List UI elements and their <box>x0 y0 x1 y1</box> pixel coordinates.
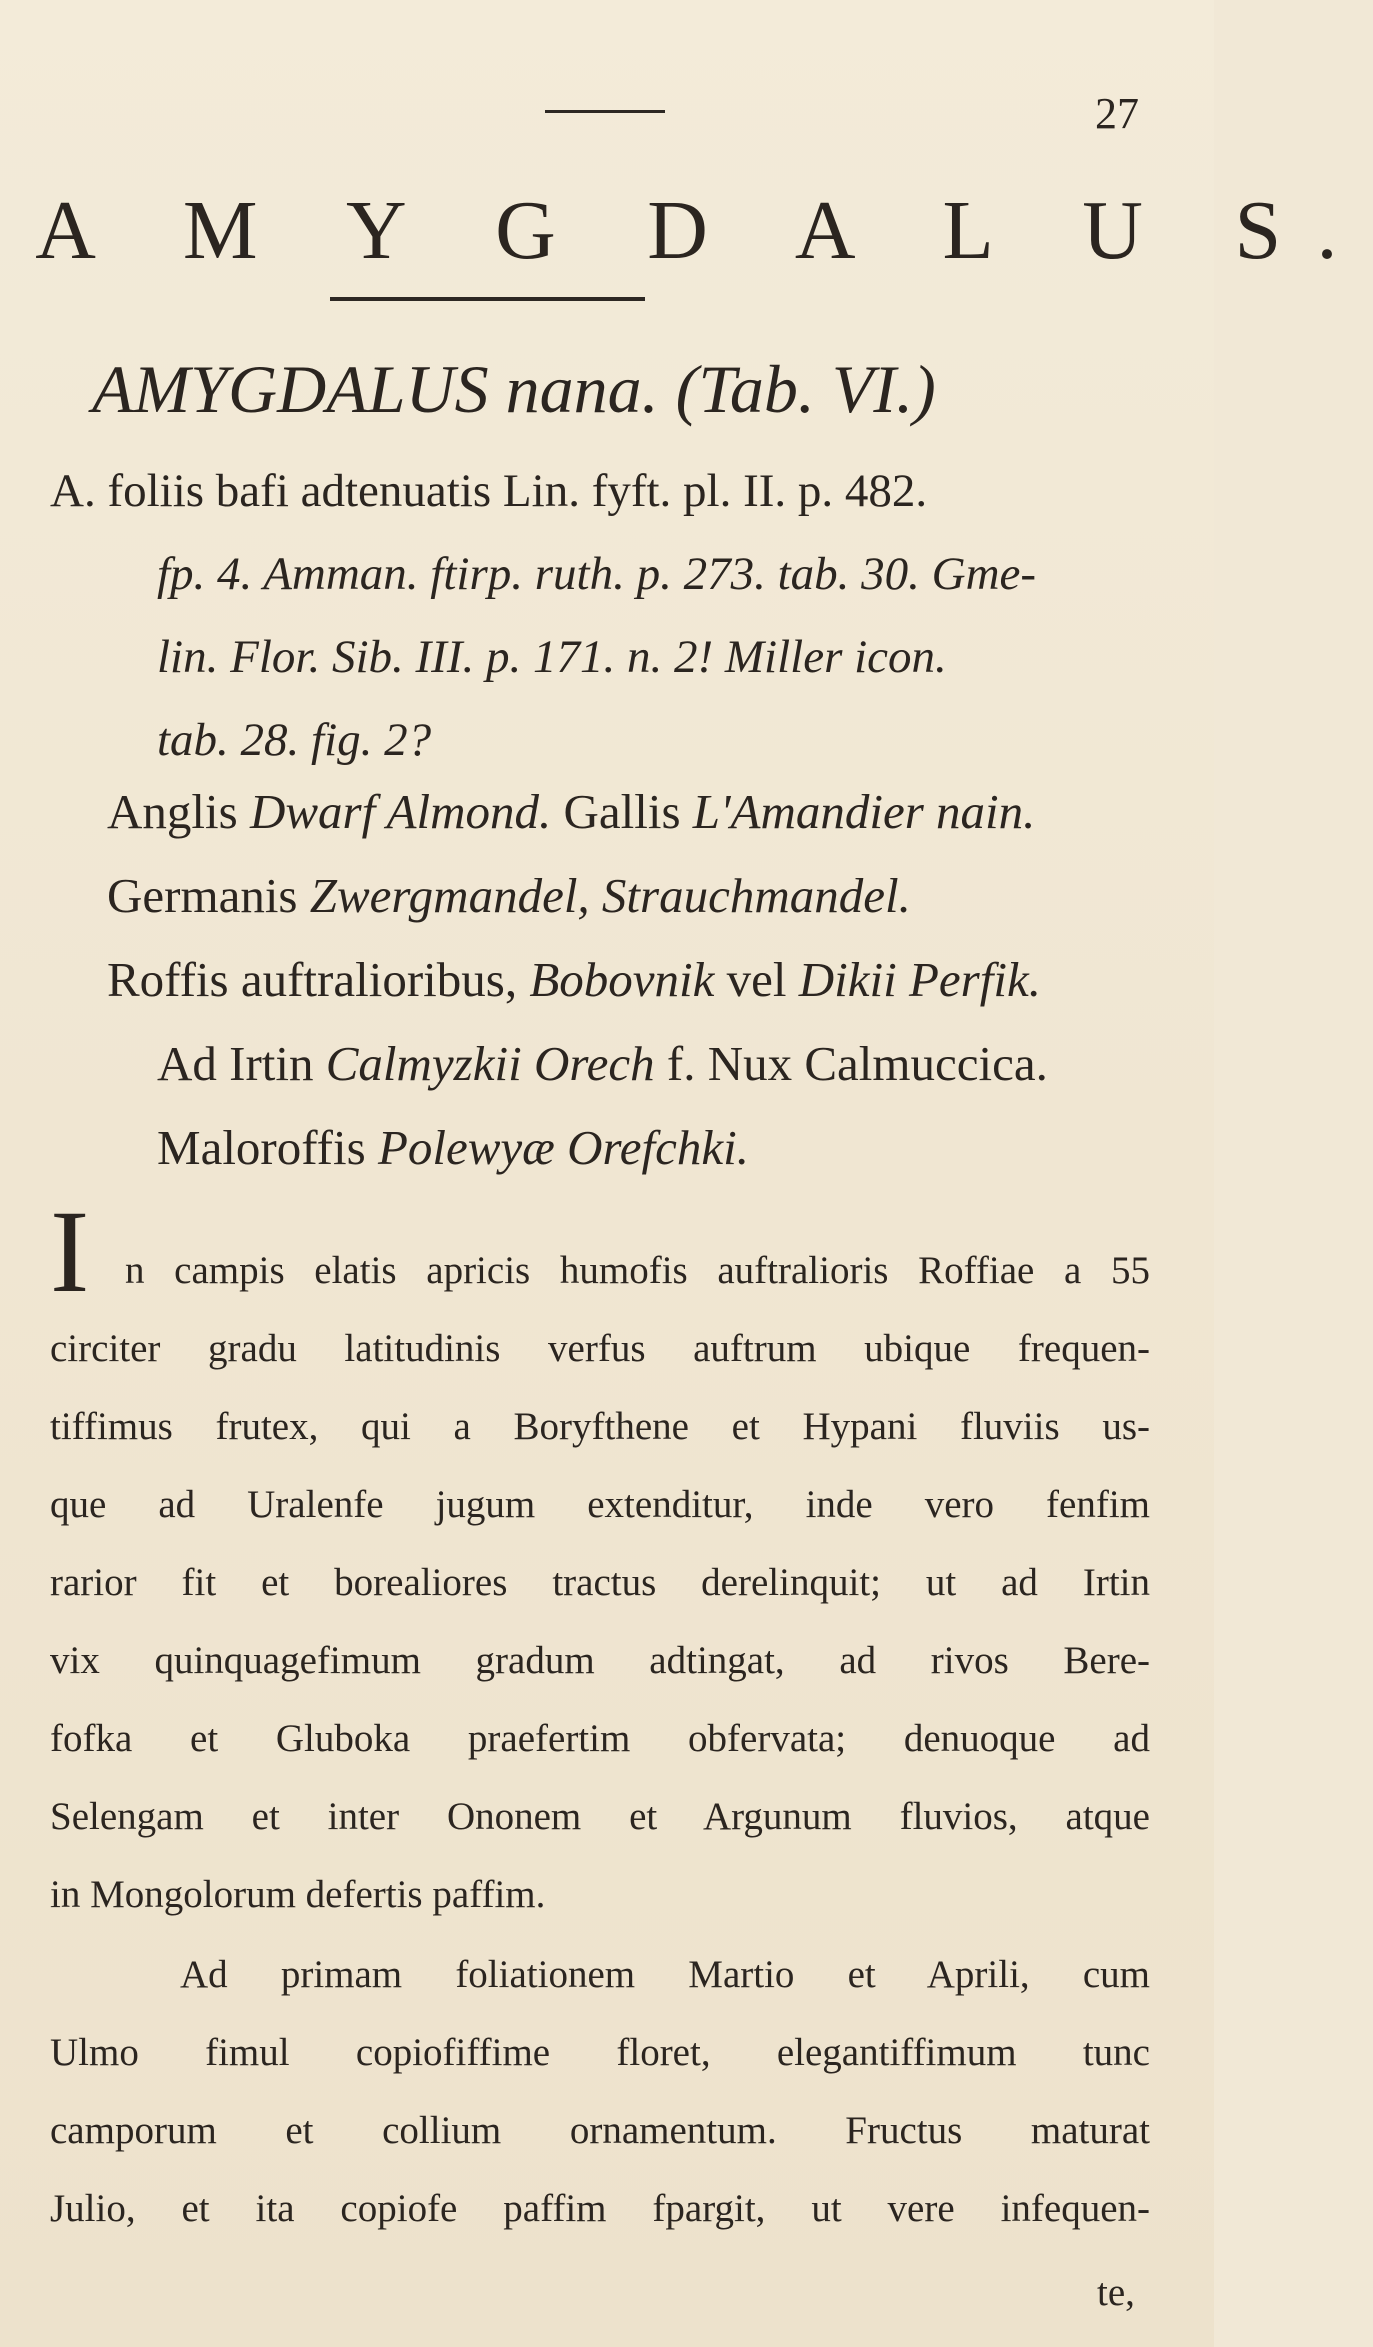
synonymy-line: fp. 4. Amman. ftirp. ruth. p. 273. tab. 30. Gme- <box>157 548 1037 600</box>
text-line: Ulmo fimul copiofiffime floret, elegantiffimum tunc <box>50 2031 1150 2074</box>
text-line: tiffimus frutex, qui a Boryfthene et Hypani fluviis us- <box>50 1405 1150 1448</box>
vernacular-line <box>157 1106 749 1190</box>
text-line: circiter gradu latitudinis verfus auftrum ubique frequen- <box>50 1327 1150 1370</box>
name-italic: Polewyæ Orefchki. <box>377 1120 749 1175</box>
name-italic: Zwergmandel, Strauchmandel. <box>309 868 911 923</box>
synonymy-line: lin. Flor. Sib. III. p. 171. n. 2! Miller icon. <box>157 631 947 683</box>
name-italic: L'Amandier nain. <box>692 784 1036 839</box>
page-title: A M Y G D A L U S. <box>35 184 1373 277</box>
text-line: Julio, et ita copiofe paffim fpargit, ut vere infequen- <box>50 2187 1150 2230</box>
name-middle: f. Nux Calmuccica. <box>654 1036 1048 1091</box>
text-line: vix quinquagefimum gradum adtingat, ad rivos Bere- <box>50 1639 1150 1682</box>
name-italic: Dwarf Almond. <box>249 784 552 839</box>
text-line: fofka et Gluboka praefertim obfervata; denuoque ad <box>50 1717 1150 1760</box>
name-prefix: Anglis <box>107 784 250 839</box>
text-line: rarior fit et borealiores tractus derelinquit; ut ad Irtin <box>50 1561 1150 1604</box>
synonymy-line: tab. 28. fig. 2? <box>157 714 432 766</box>
vernacular-line <box>157 1022 1048 1106</box>
name-middle: vel <box>714 952 799 1007</box>
synonymy-line: A. foliis bafi adtenuatis Lin. fyft. pl. II. p. 482. <box>50 465 928 517</box>
name-middle: Gallis <box>551 784 693 839</box>
vernacular-line <box>107 938 1041 1022</box>
text-line: camporum et collium ornamentum. Fructus maturat <box>50 2109 1150 2152</box>
text-line: que ad Uralenfe jugum extenditur, inde vero fenfim <box>50 1483 1150 1526</box>
name-prefix: Roffis auftralioribus, <box>107 952 530 1007</box>
text-line: in Mongolorum defertis paffim. <box>50 1873 546 1916</box>
text-line: Ad primam foliationem Martio et Aprili, cum <box>180 1953 1150 1996</box>
vernacular-line <box>107 854 911 938</box>
text-line: Selengam et inter Ononem et Argunum fluvios, atque <box>50 1795 1150 1838</box>
title-rule <box>330 297 645 301</box>
header-rule <box>545 110 665 113</box>
name-italic: Calmyzkii Orech <box>325 1036 655 1091</box>
name-prefix: Germanis <box>107 868 310 923</box>
name-prefix: Maloroffis <box>157 1120 378 1175</box>
text-line: n campis elatis apricis humofis auftralioris Roffiae a 55 <box>125 1249 1150 1292</box>
vernacular-line <box>107 770 1035 854</box>
drop-cap: I <box>50 1186 90 1317</box>
catchword: te, <box>1097 2271 1135 2314</box>
name-prefix: Ad Irtin <box>157 1036 326 1091</box>
name-italic: Bobovnik <box>529 952 715 1007</box>
species-heading: AMYGDALUS nana. (Tab. VI.) <box>92 351 936 427</box>
page-number: 27 <box>1095 89 1139 138</box>
name-italic: Dikii Perfik. <box>798 952 1041 1007</box>
